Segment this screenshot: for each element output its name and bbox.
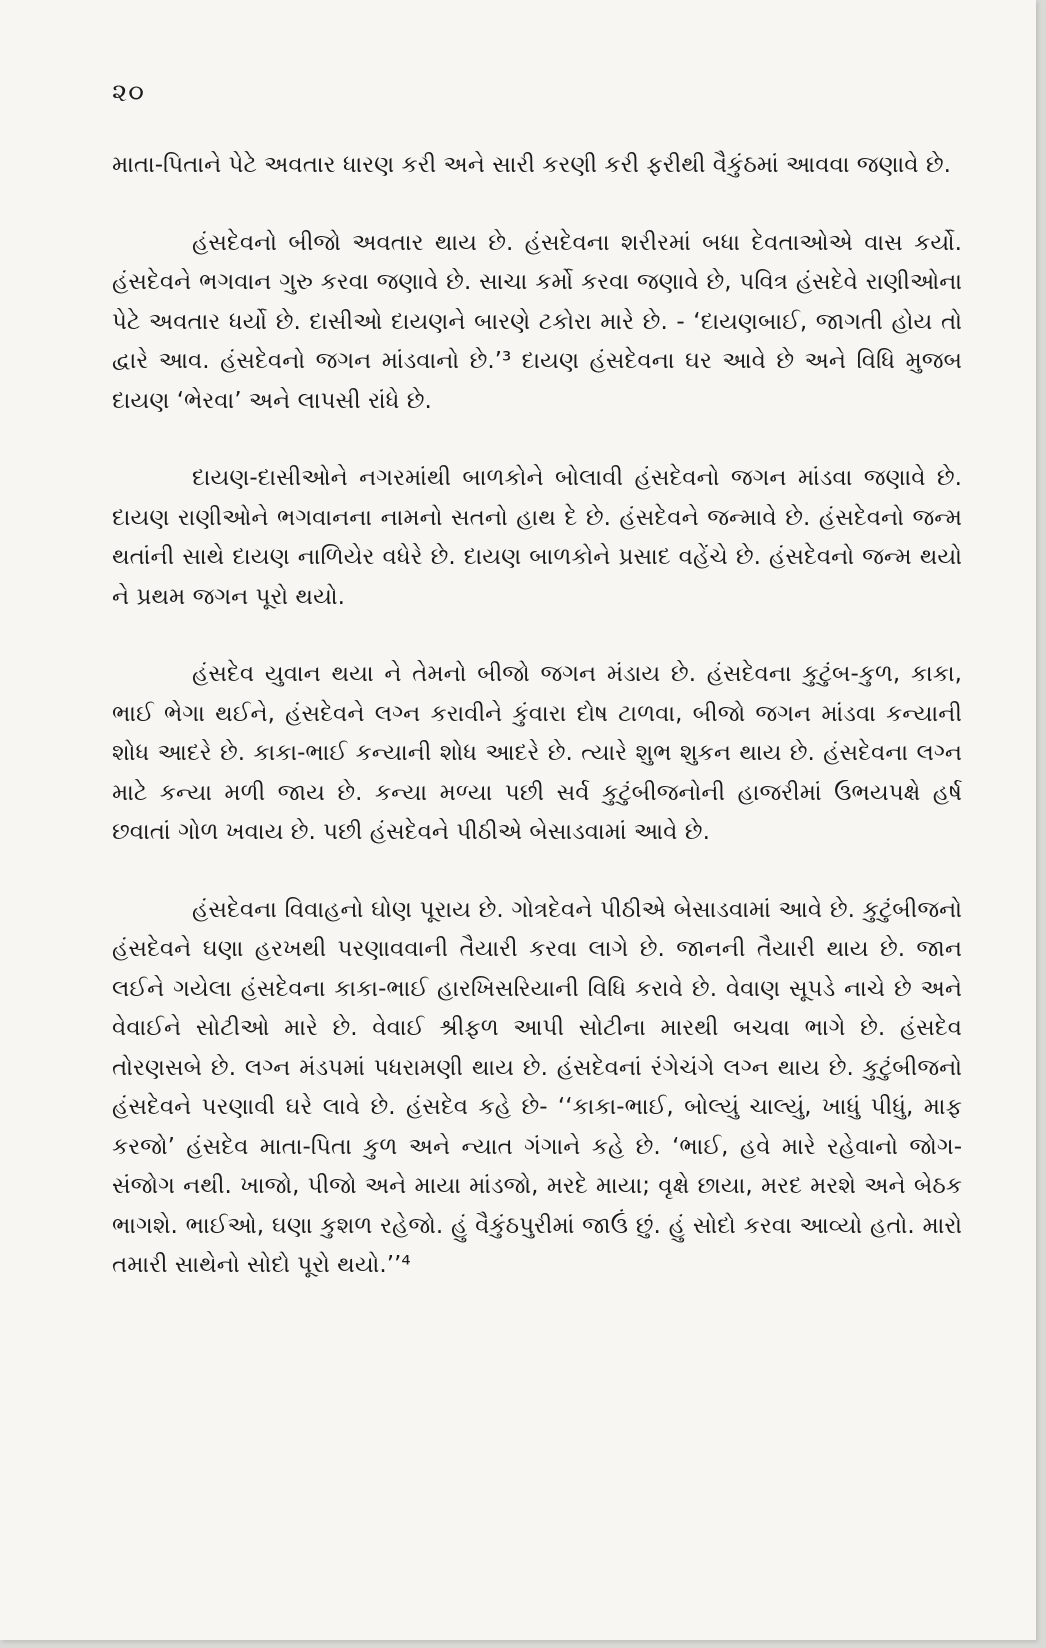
paragraph-second-avatar: હંસદેવનો બીજો અવતાર થાય છે. હંસદેવના શરીરમાં બધા દેવતાઓએ વાસ કર્યો. હંસદેવને ભગવાન ગુરુ કરવા જણાવે છે. સાચા કર્મો કરવા જણાવે છે, પવિત્ર હંસદેવે રાણીઓના પેટે અવતાર ધર્યો છે. દાસીઓ દાયણને બારણે ટકોરા મારે છે. - ‘દાયણબાઈ, જાગતી હોય તો દ્વારે આવ. હંસદેવનો જગન માંડવાનો છે.’³ દાયણ હંસદેવના ઘર આવે છે અને વિધિ મુજબ દાયણ ‘ભેરવા’ અને લાપસી રાંધે છે.: [112, 229, 962, 414]
page-number: ૨૦: [112, 78, 145, 108]
paragraph-marriage-search: હંસદેવ યુવાન થયા ને તેમનો બીજો જગન મંડાય છે. હંસદેવના કુટુંબ-કુળ, કાકા, ભાઈ ભેગા થઈને, હંસદેવને લગ્ન કરાવીને કુંવારા દોષ ટાળવા, બીજો જગન માંડવા કન્યાની શોધ આદરે છે. કાકા-ભાઈ કન્યાની શોધ આદરે છે. ત્યારે શુભ શુકન થાય છે. હંસદેવના લગ્ન માટે કન્યા મળી જાય છે. કન્યા મળ્યા પછી સર્વ કુટુંબીજનોની હાજરીમાં ઉભયપક્ષે હર્ષ છવાતાં ગોળ ખવાય છે. પછી હંસદેવને પીઠીએ બેસાડવામાં આવે છે.: [112, 661, 962, 845]
paragraph-birth: દાયણ-દાસીઓને નગરમાંથી બાળકોને બોલાવી હંસદેવનો જગન માંડવા જણાવે છે. દાયણ રાણીઓને ભગવાનના નામનો સતનો હાથ દે છે. હંસદેવને જન્માવે છે. હંસદેવનો જન્મ થતાંની સાથે દાયણ નાળિયેર વધેરે છે. દાયણ બાળકોને પ્રસાદ વહેંચે છે. હંસદેવનો જન્મ થયો ને પ્રથમ જગન પૂરો થયો.: [112, 465, 962, 610]
body-text: [112, 146, 962, 1286]
paragraph-continued: માતા-પિતાને પેટે અવતાર ધારણ કરી અને સારી કરણી કરી ફરીથી વૈકુંઠમાં આવવા જણાવે છે.: [112, 152, 951, 178]
paragraph-wedding: હંસદેવના વિવાહનો ઘોણ પૂરાય છે. ગોત્રદેવને પીઠીએ બેસાડવામાં આવે છે. કુટુંબીજનો હંસદેવને ઘણા હરખથી પરણાવવાની તૈયારી કરવા લાગે છે. જાનની તૈયારી થાય છે. જાન લઈને ગયેલા હંસદેવના કાકા-ભાઈ હારખિસરિયાની વિધિ કરાવે છે. વેવાણ સૂપડે નાચે છે અને વેવાઈને સોટીઓ મારે છે. વેવાઈ શ્રીફળ આપી સોટીના મારથી બચવા ભાગે છે. હંસદેવ તોરણસબે છે. લગ્ન મંડપમાં પધરામણી થાય છે. હંસદેવનાં રંગેચંગે લગ્ન થાય છે. કુટુંબીજનો હંસદેવને પરણાવી ઘરે લાવે છે. હંસદેવ કહે છે- ‘‘કાકા-ભાઈ, બોલ્યું ચાલ્યું, ખાધું પીધું, માફ કરજો’ હંસદેવ માતા-પિતા કુળ અને ન્યાત ગંગાને કહે છે. ‘ભાઈ, હવે મારે રહેવાનો જોગ-સંજોગ નથી. ખાજો, પીજો અને માયા માંડજો, મરદે માયા; વૃક્ષે છાયા, મરદ મરશે અને બેઠક ભાગશે. ભાઈઓ, ઘણા કુશળ રહેજો. હું વૈકુંઠપુરીમાં જાઉં છું. હું સોદો કરવા આવ્યો હતો. મારો તમારી સાથેનો સોદો પૂરો થયો.’’⁴: [112, 896, 962, 1278]
